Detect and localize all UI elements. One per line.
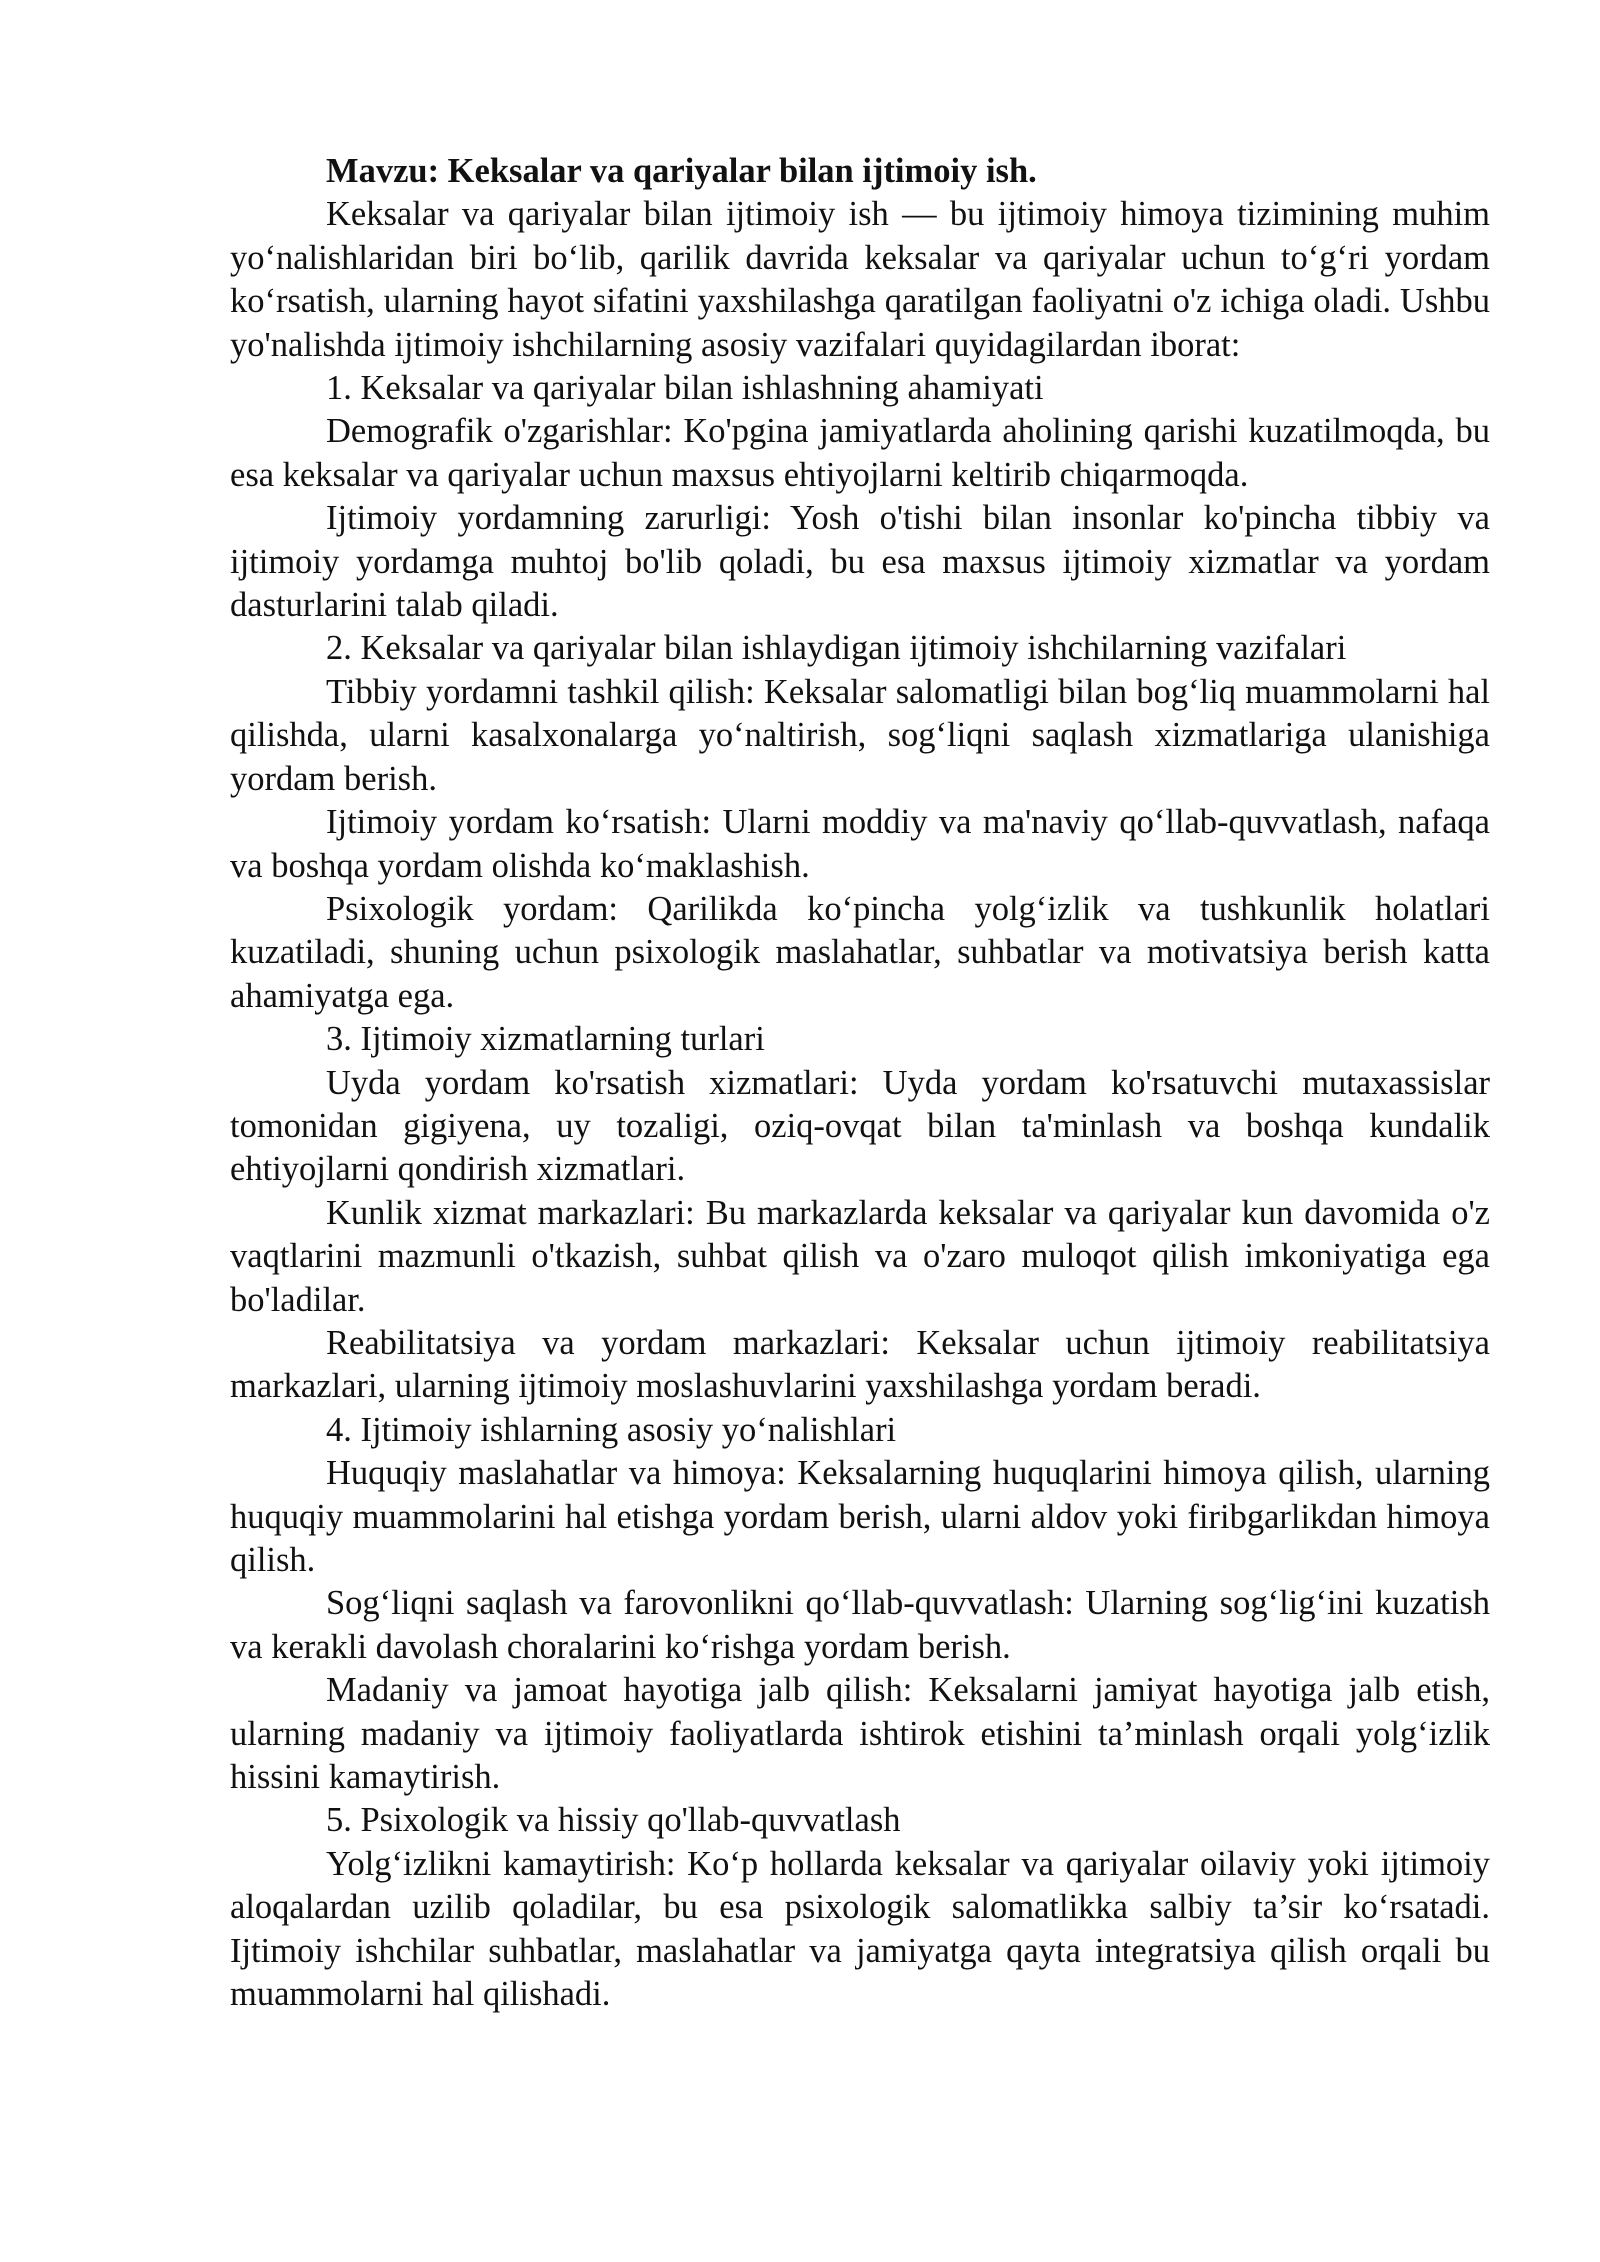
section-heading-3: 3. Ijtimoiy xizmatlarning turlari <box>326 1020 765 1059</box>
section-4-paragraph-3: Madaniy va jamoat hayotiga jalb qilish: Keksalarni jamiyat hayotiga jalb etish, ularning madaniy va ijtimoiy faoliyatlarda ishtirok etishini ta’minlash orqali yolg‘izlik hissini kamaytirish. <box>230 1671 1490 1797</box>
section-4-paragraph-1: Huquqiy maslahatlar va himoya: Keksalarning huquqlarini himoya qilish, ularning huquqiy muammolarini hal etishga yordam berish, ularni aldov yoki firibgarlikdan himoya qilish. <box>230 1454 1490 1579</box>
section-4-paragraph-2: Sog‘liqni saqlash va farovonlikni qo‘llab-quvvatlash: Ularning sog‘lig‘ini kuzatish va kerakli davolash choralarini ko‘rishga yordam berish. <box>230 1584 1490 1666</box>
section-2-paragraph-3: Psixologik yordam: Qarilikda ko‘pincha yolg‘izlik va tushkunlik holatlari kuzatiladi, shuning uchun psixologik maslahatlar, suhbatlar va motivatsiya berish katta ahamiyatga ega. <box>230 889 1490 1015</box>
section-3-paragraph-1: Uyda yordam ko'rsatish xizmatlari: Uyda yordam ko'rsatuvchi mutaxassislar tomonidan gigiyena, uy tozaligi, oziq-ovqat bilan ta'minlash va boshqa kundalik ehtiyojlarni qondirish xizmatlari. <box>230 1063 1490 1189</box>
section-3-paragraph-2: Kunlik xizmat markazlari: Bu markazlarda keksalar va qariyalar kun davomida o'z vaqtlarini mazmunli o'tkazish, suhbat qilish va o'zaro muloqot qilish imkoniyatiga ega bo'ladilar. <box>230 1193 1490 1319</box>
section-heading-4: 4. Ijtimoiy ishlarning asosiy yo‘nalishlari <box>326 1410 897 1449</box>
section-1-paragraph-1: Demografik o'zgarishlar: Ko'pgina jamiyatlarda aholining qarishi kuzatilmoqda, bu esa keksalar va qariyalar uchun maxsus ehtiyojlarni keltirib chiqarmoqda. <box>230 412 1490 494</box>
document-page <box>230 150 1490 2016</box>
section-5-paragraph-1: Yolg‘izlikni kamaytirish: Ko‘p hollarda keksalar va qariyalar oilaviy yoki ijtimoiy aloqalardan uzilib qoladilar, bu esa psixologik salomatlikka salbiy ta’sir ko‘rsatadi. Ijtimoiy ishchilar suhbatlar, maslahatlar va jamiyatga qayta integratsiya qilish orqali bu muammolarni hal qilishadi. <box>230 1844 1490 2014</box>
section-1-paragraph-2: Ijtimoiy yordamning zarurligi: Yosh o'tishi bilan insonlar ko'pincha tibbiy va ijtimoiy yordamga muhtoj bo'lib qoladi, bu esa maxsus ijtimoiy xizmatlar va yordam dasturlarini talab qiladi. <box>230 499 1490 625</box>
section-heading-1: 1. Keksalar va qariyalar bilan ishlashning ahamiyati <box>326 369 1044 408</box>
section-2-paragraph-2: Ijtimoiy yordam ko‘rsatish: Ularni moddiy va ma'naviy qo‘llab-quvvatlash, nafaqa va boshqa yordam olishda ko‘maklashish. <box>230 803 1490 885</box>
section-3-paragraph-3: Reabilitatsiya va yordam markazlari: Keksalar uchun ijtimoiy reabilitatsiya markazlari, ularning ijtimoiy moslashuvlarini yaxshilashga yordam beradi. <box>230 1323 1490 1406</box>
section-heading-5: 5. Psixologik va hissiy qo'llab-quvvatlash <box>326 1801 901 1840</box>
section-heading-2: 2. Keksalar va qariyalar bilan ishlaydigan ijtimoiy ishchilarning vazifalari <box>326 629 1347 668</box>
section-2-paragraph-1: Tibbiy yordamni tashkil qilish: Keksalar salomatligi bilan bog‘liq muammolarni hal qilishda, ularni kasalxonalarga yo‘naltirish, sog‘liqni saqlash xizmatlariga ulanishiga yordam berish. <box>230 672 1490 798</box>
document-title: Mavzu: Keksalar va qariyalar bilan ijtimoiy ish. <box>326 152 1037 190</box>
intro-paragraph: Keksalar va qariyalar bilan ijtimoiy ish — bu ijtimoiy himoya tizimining muhim yo‘nalishlaridan biri bo‘lib, qarilik davrida keksalar va qariyalar uchun to‘g‘ri yordam ko‘rsatish, ularning hayot sifatini yaxshilashga qaratilgan faoliyatni o'z ichiga oladi. Ushbu yo'nalishda ijtimoiy ishchilarning asosiy vazifalari quyidagilardan iborat: <box>230 195 1490 364</box>
